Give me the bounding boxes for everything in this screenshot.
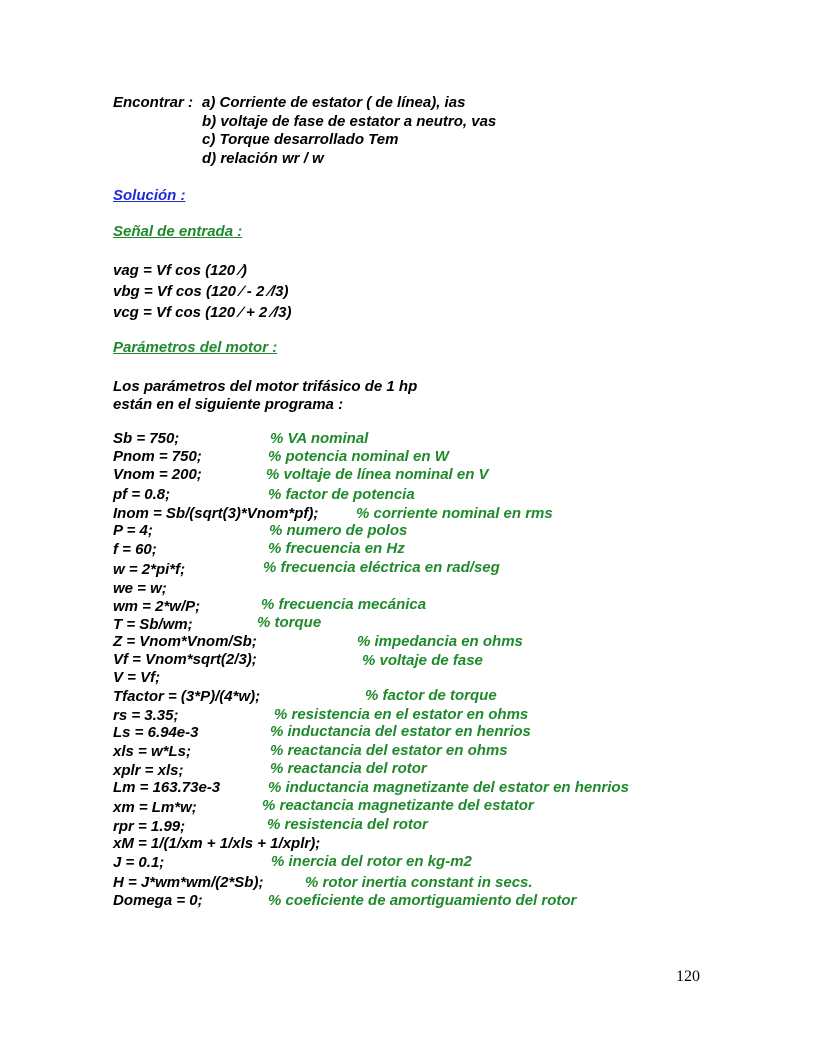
code-comment: % resistencia del rotor xyxy=(267,816,428,833)
code-comment: % reactancia magnetizante del estator xyxy=(262,797,534,814)
code-comment: % voltaje de fase xyxy=(362,652,483,669)
code-comment: % corriente nominal en rms xyxy=(356,505,553,522)
code-stmt: H = J*wm*wm/(2*Sb); xyxy=(113,874,264,891)
code-stmt: f = 60; xyxy=(113,541,157,558)
signal-vcg: vcg = Vf cos (120 ∕ + 2 ∕/3) xyxy=(113,304,292,321)
code-stmt: J = 0.1; xyxy=(113,854,165,871)
code-stmt: V = Vf; xyxy=(113,669,161,686)
code-stmt: Domega = 0; xyxy=(113,892,203,909)
code-comment: % inductancia del estator en henrios xyxy=(270,723,531,740)
code-comment: % factor de torque xyxy=(365,687,497,704)
code-stmt: Ls = 6.94e-3 xyxy=(113,724,199,741)
code-comment: % torque xyxy=(257,614,322,631)
code-comment: % reactancia del rotor xyxy=(270,760,427,777)
code-stmt: Pnom = 750; xyxy=(113,448,202,465)
code-comment: % reactancia del estator en ohms xyxy=(270,742,508,759)
item-c: c) Torque desarrollado Tem xyxy=(202,131,399,148)
code-comment: % frecuencia en Hz xyxy=(268,540,405,557)
intro-line-2: están en el siguiente programa : xyxy=(113,396,344,413)
encontrar-label: Encontrar : xyxy=(113,94,194,111)
parametros-heading: Parámetros del motor : xyxy=(113,339,278,356)
solucion-heading: Solución : xyxy=(113,187,186,204)
code-comment: % VA nominal xyxy=(270,430,369,447)
code-comment: % rotor inertia constant in secs. xyxy=(305,874,533,891)
code-stmt: Inom = Sb/(sqrt(3)*Vnom*pf); xyxy=(113,505,319,522)
code-stmt: xm = Lm*w; xyxy=(113,799,197,816)
code-stmt: Z = Vnom*Vnom/Sb; xyxy=(113,633,257,650)
code-stmt: Tfactor = (3*P)/(4*w); xyxy=(113,688,261,705)
code-comment: % numero de polos xyxy=(269,522,408,539)
code-stmt: xplr = xls; xyxy=(113,762,184,779)
item-d: d) relación wr / w xyxy=(202,150,324,167)
code-comment: % factor de potencia xyxy=(268,486,415,503)
code-stmt: T = Sb/wm; xyxy=(113,616,193,633)
code-stmt: w = 2*pi*f; xyxy=(113,561,186,578)
code-comment: % inductancia magnetizante del estator en henrios xyxy=(268,779,629,796)
code-stmt: wm = 2*w/P; xyxy=(113,598,201,615)
code-stmt: xls = w*Ls; xyxy=(113,743,191,760)
signal-vbg: vbg = Vf cos (120 ∕ - 2 ∕/3) xyxy=(113,283,289,300)
code-comment: % impedancia en ohms xyxy=(357,633,523,650)
intro-line-1: Los parámetros del motor trifásico de 1 hp xyxy=(113,378,418,395)
code-stmt: xM = 1/(1/xm + 1/xls + 1/xplr); xyxy=(113,835,321,852)
item-b: b) voltaje de fase de estator a neutro, vas xyxy=(202,113,497,130)
code-comment: % frecuencia mecánica xyxy=(261,596,427,613)
code-comment: % inercia del rotor en kg-m2 xyxy=(271,853,472,870)
code-comment: % voltaje de línea nominal en V xyxy=(266,466,489,483)
code-stmt: Lm = 163.73e-3 xyxy=(113,779,221,796)
code-comment: % potencia nominal en W xyxy=(268,448,449,465)
code-stmt: Vnom = 200; xyxy=(113,466,202,483)
code-stmt: P = 4; xyxy=(113,522,153,539)
signal-vag: vag = Vf cos (120 ∕) xyxy=(113,262,247,279)
code-stmt: rs = 3.35; xyxy=(113,707,179,724)
page-number: 120 xyxy=(676,968,700,985)
code-comment: % frecuencia eléctrica en rad/seg xyxy=(263,559,500,576)
code-stmt: we = w; xyxy=(113,580,167,597)
senal-heading: Señal de entrada : xyxy=(113,223,243,240)
code-comment: % coeficiente de amortiguamiento del rotor xyxy=(268,892,577,909)
code-stmt: Vf = Vnom*sqrt(2/3); xyxy=(113,651,257,668)
code-stmt: Sb = 750; xyxy=(113,430,180,447)
code-stmt: rpr = 1.99; xyxy=(113,818,186,835)
item-a: a) Corriente de estator ( de línea), ias xyxy=(202,94,466,111)
code-comment: % resistencia en el estator en ohms xyxy=(274,706,529,723)
code-stmt: pf = 0.8; xyxy=(113,486,171,503)
